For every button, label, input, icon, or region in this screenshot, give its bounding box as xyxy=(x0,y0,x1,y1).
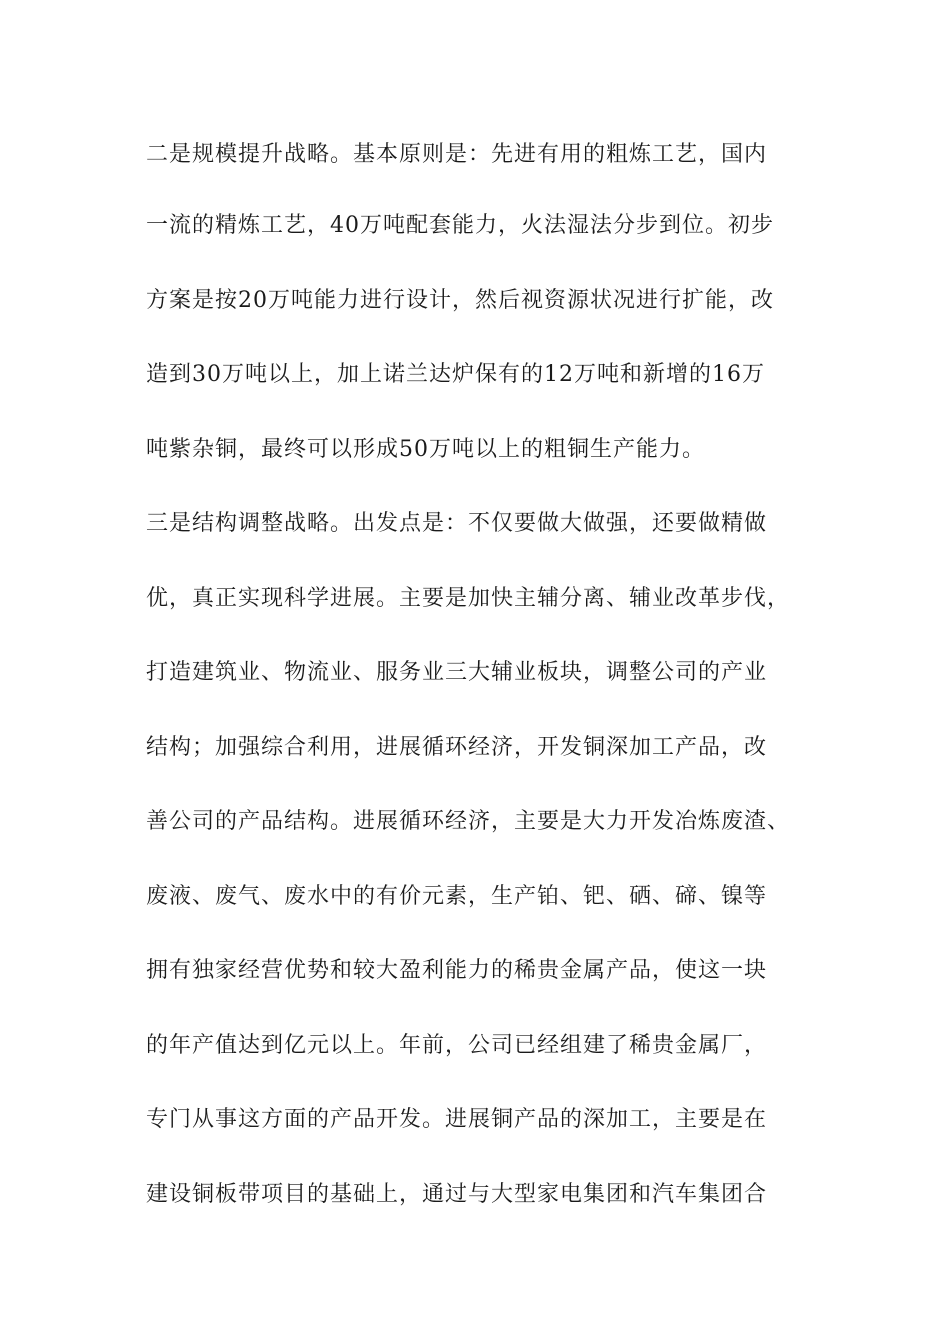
text-line: 善公司的产品结构。进展循环经济，主要是大力开发冶炼废渣、 xyxy=(146,809,791,834)
text-line: 方案是按20万吨能力进行设计，然后视资源状况进行扩能，改 xyxy=(146,288,774,313)
text-line: 吨紫杂铜，最终可以形成50万吨以上的粗铜生产能力。 xyxy=(146,437,705,462)
text-line: 专门从事这方面的产品开发。进展铜产品的深加工，主要是在 xyxy=(146,1107,768,1132)
text-line: 一流的精炼工艺，40万吨配套能力，火法湿法分步到位。初步 xyxy=(146,213,774,238)
text-line: 二是规模提升战略。基本原则是：先进有用的粗炼工艺，国内 xyxy=(146,142,768,167)
text-line: 建设铜板带项目的基础上，通过与大型家电集团和汽车集团合 xyxy=(146,1182,768,1207)
text-line: 三是结构调整战略。出发点是：不仅要做大做强，还要做精做 xyxy=(146,511,768,536)
text-line: 结构；加强综合利用，进展循环经济，开发铜深加工产品，改 xyxy=(146,735,768,760)
text-line: 造到30万吨以上，加上诺兰达炉保有的12万吨和新增的16万 xyxy=(146,362,765,387)
text-line: 打造建筑业、物流业、服务业三大辅业板块，调整公司的产业 xyxy=(146,660,768,685)
text-line: 拥有独家经营优势和较大盈利能力的稀贵金属产品，使这一块 xyxy=(146,958,768,983)
text-line: 优，真正实现科学进展。主要是加快主辅分离、辅业改革步伐， xyxy=(146,586,791,611)
text-line: 的年产值达到亿元以上。年前，公司已经组建了稀贵金属厂， xyxy=(146,1033,768,1058)
text-line: 废液、废气、废水中的有价元素，生产铂、钯、硒、碲、镍等 xyxy=(146,884,768,909)
